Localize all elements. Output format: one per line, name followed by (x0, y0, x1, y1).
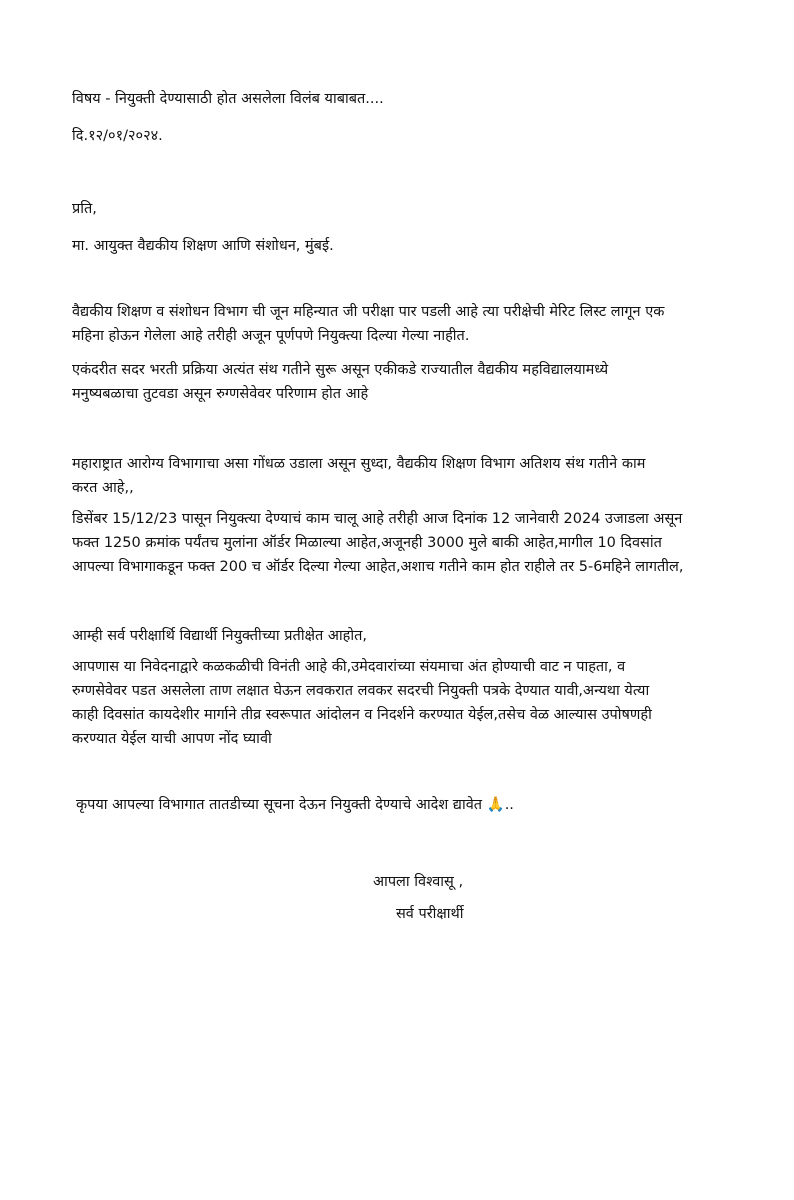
signature: सर्व परीक्षार्थी (396, 906, 464, 922)
request-line: कृपया आपल्या विभागात तातडीच्या सूचना देऊन नियुक्ती देण्याचे आदेश द्यावेत 🙏.. (76, 797, 514, 813)
paragraph-1-line: वैद्यकीय शिक्षण व संशोधन विभाग ची जून महिन्यात जी परीक्षा पार पडली आहे त्या परीक्षेची मेरिट लिस्ट लागून एक (72, 304, 665, 320)
paragraph-3-line: करत आहे,, (72, 480, 134, 496)
paragraph-4-line: फक्त 1250 क्रमांक पर्यंतच मुलांना ऑर्डर मिळाल्या आहेत,अजूनही 3000 मुले बाकी आहेत,मागील 10 दिवसांत (72, 535, 662, 551)
paragraph-1-line: महिना होऊन गेलेला आहे तरीही अजून पूर्णपणे नियुक्त्या दिल्या गेल्या नाहीत. (72, 328, 470, 344)
paragraph-3-line: महाराष्ट्रात आरोग्य विभागाचा असा गोंधळ उडाला असून सुध्दा, वैद्यकीय शिक्षण विभाग अतिशय संथ गतीने काम (72, 456, 646, 472)
paragraph-4-line: डिसेंबर 15/12/23 पासून नियुक्त्या देण्याचं काम चालू आहे तरीही आज दिनांक 12 जानेवारी 2024 उजाडला असून (72, 511, 683, 527)
paragraph-4-line: आपल्या विभागाकडून फक्त 200 च ऑर्डर दिल्या गेल्या आहेत,अशाच गतीने काम होत राहीले तर 5-6महिने लागतील, (72, 559, 684, 575)
paragraph-4 (72, 507, 683, 579)
salutation-prati: प्रति, (72, 201, 97, 217)
paragraph-2-line: एकंदरीत सदर भरती प्रक्रिया अत्यंत संथ गतीने सुरू असून एकीकडे राज्यातील वैद्यकीय महविद्यालयामध्ये (72, 362, 609, 378)
paragraph-6-line: रुग्णसेवेवर पडत असलेला ताण लक्षात घेऊन लवकरात लवकर सदरची नियुक्ती पत्रके देण्यात यावी,अन्यथा येत्या (72, 683, 650, 699)
letter-subject: विषय - नियुक्ती देण्यासाठी होत असलेला विलंब याबाबत.... (72, 91, 384, 107)
paragraph-6-line: आपणास या निवेदनाद्वारे कळकळीची विनंती आहे की,उमेदवारांच्या संयमाचा अंत होण्याची वाट न पाहता, व (72, 659, 626, 675)
paragraph-6 (72, 655, 652, 751)
addressee: मा. आयुक्त वैद्यकीय शिक्षण आणि संशोधन, मुंबई. (72, 238, 334, 254)
paragraph-1 (72, 300, 664, 348)
paragraph-5: आम्ही सर्व परीक्षार्थि विद्यार्थी नियुक्तीच्या प्रतीक्षेत आहोत, (72, 628, 367, 644)
paragraph-6-line: काही दिवसांत कायदेशीर मार्गाने तीव्र स्वरूपात आंदोलन व निदर्शने करण्यात येईल,तसेच वेळ आल्यास उपोषणही (72, 707, 652, 723)
paragraph-2-line: मनुष्यबळाचा तुटवडा असून रुग्णसेवेवर परिणाम होत आहे (72, 386, 369, 402)
letter-date: दि.१२/०१/२०२४. (72, 128, 163, 144)
paragraph-3 (72, 452, 645, 500)
paragraph-6-line: करण्यात येईल याची आपण नोंद घ्यावी (72, 731, 272, 747)
paragraph-2 (72, 358, 608, 406)
closing-line: आपला विश्वासू , (373, 874, 464, 890)
